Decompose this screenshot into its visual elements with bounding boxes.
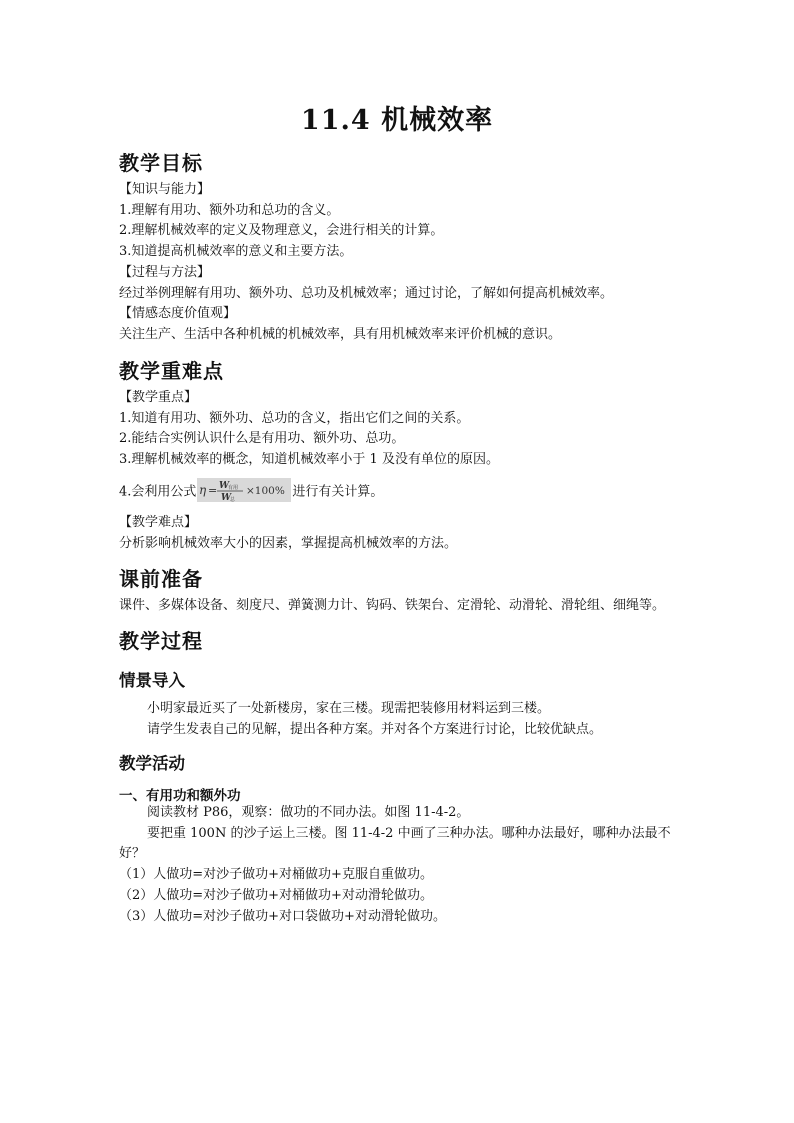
formula-suffix: 进行有关计算。 [292,484,384,500]
attitude-text: 关注生产、生活中各种机械的机械效率，具有用机械效率来评价机械的意识。 [119,327,562,342]
method-2: （2）人做功=对沙子做功+对桶做功+对动滑轮做功。 [119,888,433,903]
formula-equals: = [208,484,218,497]
formula-denominator: W [221,493,232,502]
focus-item-4 [119,478,383,504]
section1-heading: 一、有用功和额外功 [119,788,241,804]
focus-item-1: 1.知道有用功、额外功、总功的含义，指出它们之间的关系。 [119,411,470,426]
method-3: （3）人做功=对沙子做功+对口袋做功+对动滑轮做功。 [119,909,446,924]
focus-item-3: 3.理解机械效率的概念，知道机械效率小于 1 及没有单位的原因。 [119,452,499,467]
activity-heading: 教学活动 [119,754,185,773]
focus-item-2: 2.能结合实例认识什么是有用功、额外功、总功。 [119,431,405,446]
formula-numerator: W [219,481,230,491]
formula-times: ×100% [246,485,286,497]
question-text: 要把重 100N 的沙子运上三楼。图 11-4-2 中画了三种办法。哪种办法最好，哪种办法最不好？ [119,826,671,861]
intro-heading: 情景导入 [119,671,185,690]
process-method-label: 【过程与方法】 [119,265,211,280]
difficulty-label: 【教学难点】 [119,515,198,530]
intro-line-2: 请学生发表自己的见解，提出各种方案。并对各个方案进行讨论，比较优缺点。 [147,722,603,737]
document-title: 11.4 机械效率 [300,105,494,136]
knowledge-item-1: 1.理解有用功、额外功和总功的含义。 [119,203,340,218]
formula-numerator-sub: 有用 [228,485,239,491]
focus-label: 【教学重点】 [119,390,198,405]
formula-eta: η [199,483,207,497]
knowledge-item-3: 3.知道提高机械效率的意义和主要方法。 [119,244,353,259]
intro-line-1: 小明家最近买了一处新楼房，家在三楼。现需把装修用材料运到三楼。 [147,701,551,716]
method-1: （1）人做功=对沙子做功+对桶做功+克服自重做功。 [119,867,433,882]
attitude-label: 【情感态度价值观】 [119,306,237,321]
goals-heading: 教学目标 [119,151,203,175]
efficiency-formula-image [197,478,291,502]
difficulty-text: 分析影响机械效率大小的因素，掌握提高机械效率的方法。 [119,536,458,551]
formula-denominator-sub: 总 [230,497,236,502]
prep-text: 课件、多媒体设备、刻度尺、弹簧测力计、钩码、铁架台、定滑轮、动滑轮、滑轮组、细绳等。 [119,598,666,613]
knowledge-item-2: 2.理解机械效率的定义及物理意义，会进行相关的计算。 [119,223,444,238]
process-method-text: 经过举例理解有用功、额外功、总功及机械效率；通过讨论，了解如何提高机械效率。 [119,286,614,301]
reading-text: 阅读教材 P86，观察：做功的不同办法。如图 11-4-2。 [147,805,470,820]
prep-heading: 课前准备 [119,567,203,591]
formula-prefix: 4.会利用公式 [119,484,197,500]
key-points-heading: 教学重难点 [119,359,224,383]
knowledge-label: 【知识与能力】 [119,182,211,197]
process-heading: 教学过程 [119,629,203,653]
